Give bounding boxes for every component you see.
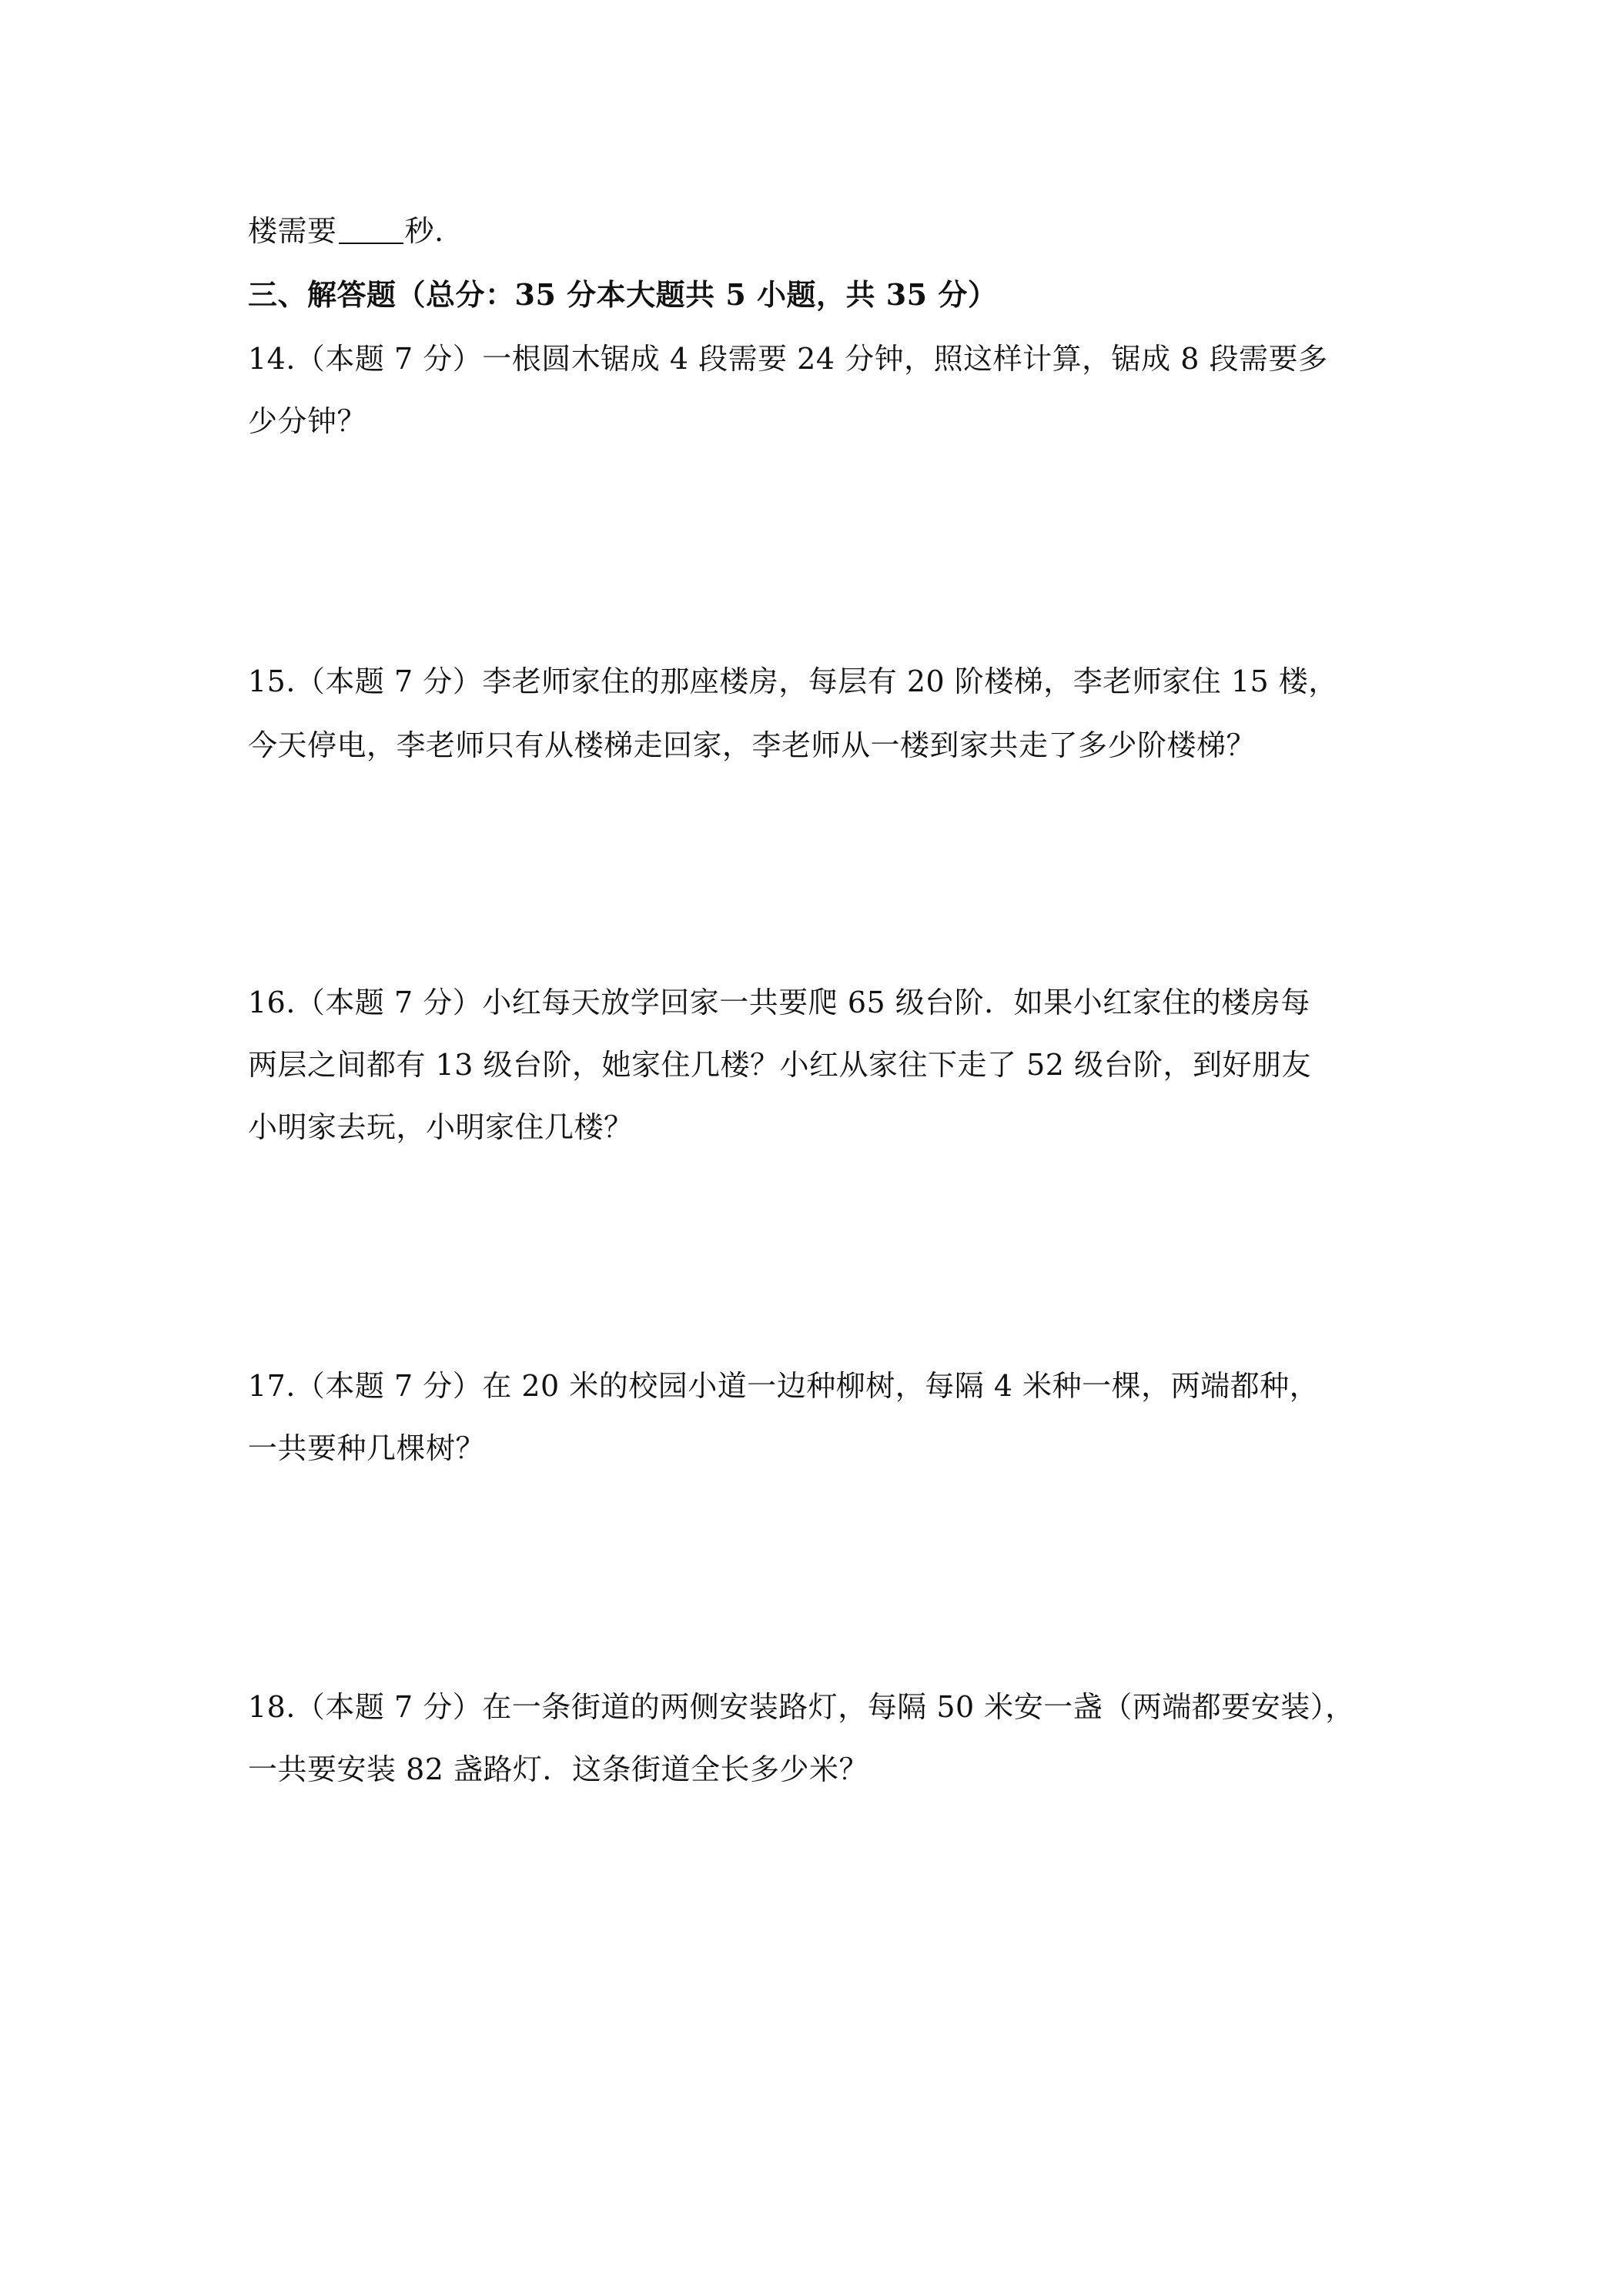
question-line: 少分钟？ [248, 404, 367, 438]
question-line: 17.（本题 7 分）在 20 米的校园小道一边种柳树，每隔 4 米种一棵，两端都种， [248, 1369, 1320, 1403]
question-line: 今天停电，李老师只有从楼梯走回家，李老师从一楼到家共走了多少阶楼梯？ [248, 728, 1257, 762]
question-line: 一共要种几棵树？ [248, 1431, 486, 1465]
question-line: 两层之间都有 13 级台阶，她家住几楼？小红从家往下走了 52 级台阶，到好朋友 [248, 1048, 1312, 1082]
question-line: 15.（本题 7 分）李老师家住的那座楼房，每层有 20 阶楼梯，李老师家住 15 楼， [248, 664, 1338, 698]
previous-question-text-before-blank: 楼需要 [248, 214, 337, 248]
question-line: 16.（本题 7 分）小红每天放学回家一共要爬 65 级台阶．如果小红家住的楼房每 [248, 986, 1310, 1019]
question-line: 一共要安装 82 盏路灯．这条街道全长多少米？ [248, 1752, 869, 1786]
previous-question-tail [248, 210, 444, 252]
question-line: 14.（本题 7 分）一根圆木锯成 4 段需要 24 分钟，照这样计算，锯成 8 段需要多 [248, 342, 1328, 376]
question-line: 18.（本题 7 分）在一条街道的两侧安装路灯，每隔 50 米安一盏（两端都要安装）， [248, 1690, 1355, 1724]
answer-blank [339, 216, 403, 244]
section-title: 三、解答题（总分：35 分本大题共 5 小题，共 35 分） [248, 277, 998, 312]
previous-question-text-after-blank: 秒. [404, 214, 444, 248]
question-line: 小明家去玩，小明家住几楼？ [248, 1110, 634, 1144]
